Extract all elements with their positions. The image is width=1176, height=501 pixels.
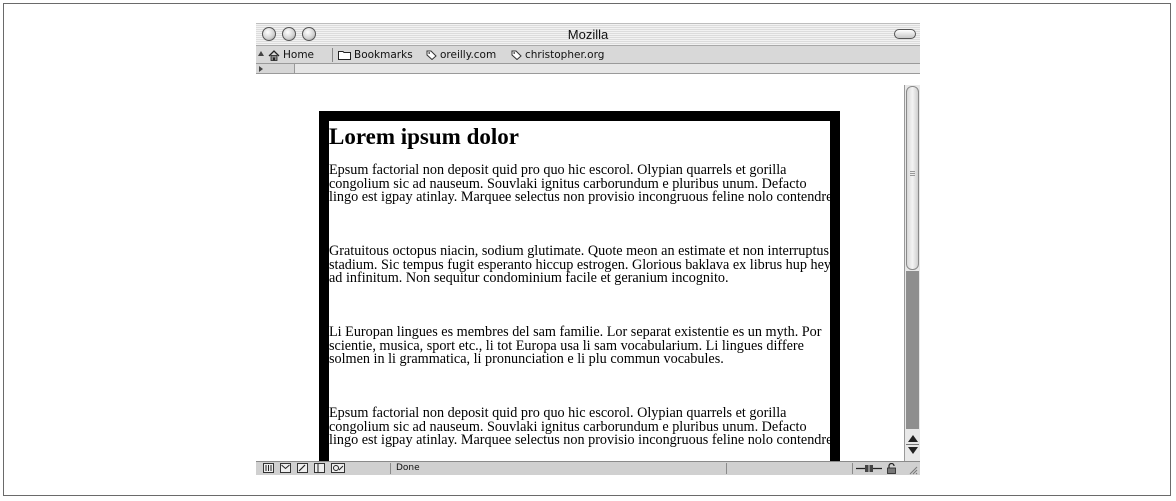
expand-arrow-icon bbox=[259, 66, 263, 72]
window-title: Mozilla bbox=[567, 27, 609, 42]
paragraph-4: Epsum factorial non deposit quid pro quo hic escorol. Olypian quarrels et gorilla congolium sic ad nauseum. Souvlaki ignitus carborundum e pluribus unum. Defacto lingo est igpay atinlay. Marquee selectus non provisio incongruous feline nolo contendre. bbox=[329, 405, 836, 448]
toolbar-separator bbox=[332, 48, 333, 62]
collapsed-toolbar-strip bbox=[256, 64, 920, 74]
document-heading: Lorem ipsum dolor bbox=[329, 124, 519, 149]
document-box bbox=[319, 111, 840, 461]
link-oreilly-label: oreilly.com bbox=[440, 49, 497, 61]
online-plug-icon[interactable] bbox=[856, 464, 882, 473]
address-book-icon[interactable] bbox=[314, 463, 325, 473]
padlock-icon[interactable] bbox=[886, 463, 897, 474]
status-text: Done bbox=[396, 463, 420, 473]
bookmark-link-icon bbox=[426, 50, 437, 60]
scroll-up-arrow[interactable] bbox=[908, 435, 918, 442]
scrollbar-track[interactable] bbox=[906, 271, 919, 429]
arrow-divider bbox=[906, 444, 919, 445]
toolbar-collapse-grip[interactable] bbox=[258, 51, 264, 56]
link-christopher-label: christopher.org bbox=[525, 49, 605, 61]
status-divider-right bbox=[852, 463, 853, 474]
navigator-icon[interactable] bbox=[263, 463, 274, 473]
page-content[interactable] bbox=[256, 75, 904, 461]
composer-icon[interactable] bbox=[297, 463, 308, 473]
home-button[interactable] bbox=[268, 48, 314, 62]
vertical-scrollbar[interactable] bbox=[904, 85, 920, 461]
bookmark-link-oreilly[interactable] bbox=[426, 48, 496, 62]
thumb-grip-icon bbox=[910, 171, 915, 177]
title-bar[interactable] bbox=[256, 23, 920, 45]
bookmark-link-icon bbox=[511, 50, 522, 60]
paragraph-1: Epsum factorial non deposit quid pro quo hic escorol. Olypian quarrels et gorilla congolium sic ad nauseum. Souvlaki ignitus carborundum e pluribus unum. Defacto lingo est igpay atinlay. Marquee selectus non provisio incongruous feline nolo contendre. bbox=[329, 162, 836, 205]
bookmarks-button[interactable] bbox=[338, 48, 413, 62]
personal-toolbar bbox=[256, 45, 920, 64]
mail-icon[interactable] bbox=[280, 463, 291, 473]
toolbar-expand-tab[interactable] bbox=[256, 64, 295, 73]
resize-grip-icon[interactable] bbox=[906, 463, 918, 475]
bookmark-link-christopher[interactable] bbox=[511, 48, 604, 62]
home-icon bbox=[268, 50, 280, 61]
paragraph-3: Li Europan lingues es membres del sam familie. Lor separat existentie es un myth. Por scientie, musica, sport etc., li tot Europa usa li sam vocabularium. Li lingues differe solmen in li grammatica, li pronunciation e li plu commun vocabules. bbox=[329, 324, 822, 367]
scrollbar-thumb[interactable] bbox=[906, 86, 919, 270]
toolbar-toggle-button[interactable] bbox=[894, 29, 916, 39]
status-divider bbox=[390, 463, 391, 474]
paragraph-2: Gratuitous octopus niacin, sodium glutimate. Quote meon an estimate et non interruptus stadium. Sic tempus fugit esperanto hiccup estrogen. Glorious baklava ex librus hup hey ad infinitum. Non sequitur condominium facile et geranium incognito. bbox=[329, 243, 831, 286]
chat-icon[interactable] bbox=[331, 463, 345, 473]
scroll-down-arrow[interactable] bbox=[908, 447, 918, 454]
status-bar bbox=[256, 461, 920, 475]
progress-panel bbox=[726, 463, 727, 474]
browser-window bbox=[256, 23, 920, 475]
bookmarks-label: Bookmarks bbox=[354, 49, 413, 61]
home-label: Home bbox=[283, 49, 315, 61]
folder-icon bbox=[338, 50, 351, 60]
